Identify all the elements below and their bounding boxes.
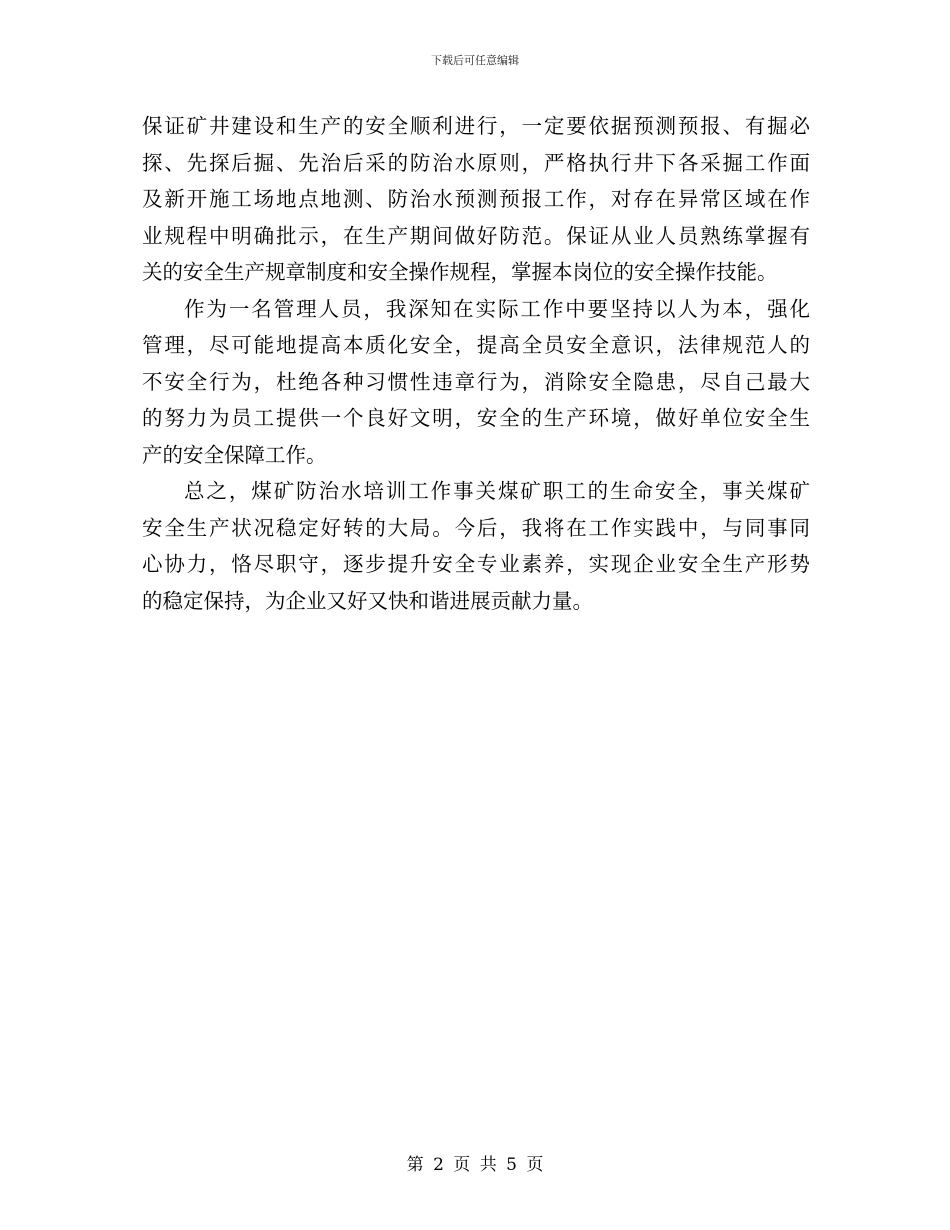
text-line: 安全生产状况稳定好转的大局。今后，我将在工作实践中，与同事同 bbox=[142, 515, 810, 540]
text-line: 业规程中明确批示，在生产期间做好防范。保证从业人员熟练掌握有 bbox=[142, 223, 810, 248]
text-line: 作为一名管理人员，我深知在实际工作中要坚持以人为本，强化 bbox=[184, 296, 810, 321]
document-body bbox=[142, 108, 810, 619]
text-line: 管理，尽可能地提高本质化安全，提高全员安全意识，法律规范人的 bbox=[142, 333, 810, 357]
text-line: 产的安全保障工作。 bbox=[142, 442, 327, 467]
text-line: 心协力，恪尽职守，逐步提升安全专业素养，实现企业安全生产形势 bbox=[142, 552, 810, 576]
paragraph-2 bbox=[142, 291, 810, 474]
text-line: 的稳定保持，为企业又好又快和谐进展贡献力量。 bbox=[142, 588, 593, 613]
paragraph-3 bbox=[142, 473, 810, 619]
text-line: 总之，煤矿防治水培训工作事关煤矿职工的生命安全，事关煤矿 bbox=[184, 479, 810, 503]
text-line: 保证矿井建设和生产的安全顺利进行，一定要依据预测预报、有掘必 bbox=[142, 114, 810, 138]
page-header: 下载后可任意编辑 bbox=[431, 54, 519, 67]
text-line: 探、先探后掘、先治后采的防治水原则，严格执行井下各采掘工作面 bbox=[142, 150, 810, 175]
page-number: 第 2 页 共 5 页 bbox=[406, 1155, 544, 1175]
text-line: 及新开施工场地点地测、防治水预测预报工作，对存在异常区域在作 bbox=[142, 187, 810, 211]
paragraph-1 bbox=[142, 108, 810, 291]
text-line: 关的安全生产规章制度和安全操作规程，掌握本岗位的安全操作技能。 bbox=[142, 260, 778, 284]
text-line: 不安全行为，杜绝各种习惯性违章行为，消除安全隐患，尽自己最大 bbox=[142, 369, 810, 394]
text-line: 的努力为员工提供一个良好文明，安全的生产环境，做好单位安全生 bbox=[142, 406, 810, 430]
